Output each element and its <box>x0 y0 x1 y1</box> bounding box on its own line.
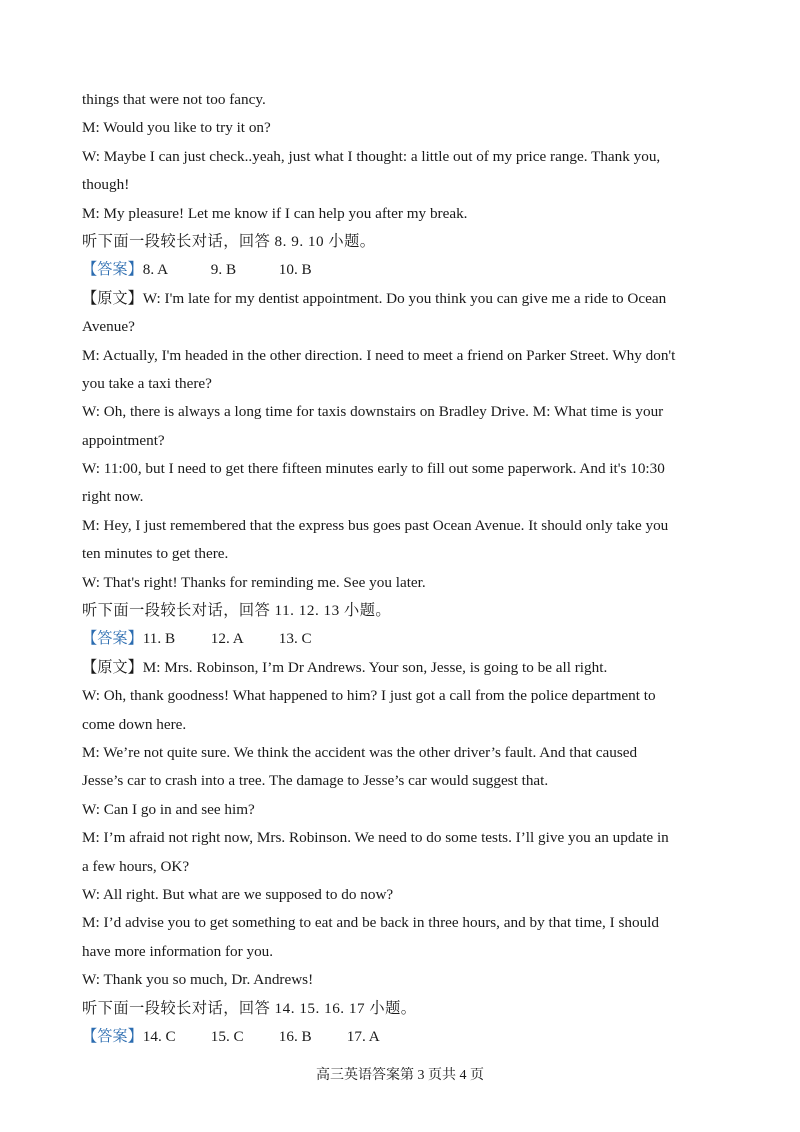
text-line: ten minutes to get there. <box>82 545 229 563</box>
answer-item: 15. C <box>210 1027 244 1045</box>
text-line: M: I’m afraid not right now, Mrs. Robinson. We need to do some tests. I’ll give you an update in <box>82 829 669 847</box>
text-line: Avenue? <box>82 318 135 336</box>
transcript-text: M: Mrs. Robinson, I’m Dr Andrews. Your son, Jesse, is going to be all right. <box>142 658 608 676</box>
text-line: W: That's right! Thanks for reminding me. See you later. <box>82 573 426 591</box>
answer-item: 9. B <box>210 261 237 279</box>
answer-item: 13. C <box>278 630 312 648</box>
section-instruction: 听下面一段较长对话，回答 14. 15. 16. 17 小题。 <box>82 999 417 1017</box>
document-page <box>82 86 718 1051</box>
answer-item: 12. A <box>210 630 244 648</box>
text-line: M: I’d advise you to get something to eat and be back in three hours, and by that time, I should <box>82 914 659 932</box>
transcript-line <box>82 654 718 682</box>
text-line: W: Thank you so much, Dr. Andrews! <box>82 971 314 989</box>
transcript-text: W: I'm late for my dentist appointment. Do you think you can give me a ride to Ocean <box>142 289 667 307</box>
answer-tag: 【答案】 <box>82 1027 143 1045</box>
answer-tag: 【答案】 <box>82 630 143 648</box>
answer-item: 10. B <box>278 261 312 279</box>
text-line: Jesse’s car to crash into a tree. The damage to Jesse’s car would suggest that. <box>82 772 549 790</box>
text-line: M: Hey, I just remembered that the express bus goes past Ocean Avenue. It should only take you <box>82 516 669 534</box>
text-line: M: Would you like to try it on? <box>82 119 271 137</box>
answer-item: 11. B <box>142 630 176 648</box>
answer-item: 8. A <box>142 261 169 279</box>
answer-line <box>82 256 718 284</box>
text-line: W: Oh, thank goodness! What happened to him? I just got a call from the police department to <box>82 687 656 705</box>
answer-item: 16. B <box>278 1027 312 1045</box>
text-line: come down here. <box>82 715 187 733</box>
answer-tag: 【答案】 <box>82 261 143 279</box>
transcript-line <box>82 285 718 313</box>
text-line: M: My pleasure! Let me know if I can help you after my break. <box>82 204 468 222</box>
text-line: appointment? <box>82 431 165 449</box>
transcript-tag: 【原文】 <box>82 658 143 676</box>
answer-item: 17. A <box>346 1027 380 1045</box>
section-instruction: 听下面一段较长对话，回答 11. 12. 13 小题。 <box>82 602 392 620</box>
answer-line <box>82 1023 718 1051</box>
text-line: M: We’re not quite sure. We think the accident was the other driver’s fault. And that caused <box>82 743 638 761</box>
answer-item: 14. C <box>142 1027 176 1045</box>
section-instruction: 听下面一段较长对话，回答 8. 9. 10 小题。 <box>82 232 376 250</box>
text-line: though! <box>82 176 130 194</box>
text-line: a few hours, OK? <box>82 857 190 875</box>
transcript-tag: 【原文】 <box>82 289 143 307</box>
text-line: have more information for you. <box>82 942 274 960</box>
text-line: W: Can I go in and see him? <box>82 800 255 818</box>
text-line: W: 11:00, but I need to get there fifteen minutes early to fill out some paperwork. And it's 10:30 <box>82 460 665 478</box>
text-line: right now. <box>82 488 144 506</box>
text-line: M: Actually, I'm headed in the other direction. I need to meet a friend on Parker Street. Why don't <box>82 346 676 364</box>
answer-line <box>82 625 718 653</box>
page-footer: 高三英语答案第 3 页共 4 页 <box>316 1068 484 1083</box>
text-line: you take a taxi there? <box>82 374 212 392</box>
text-line: things that were not too fancy. <box>82 91 266 108</box>
text-line: W: All right. But what are we supposed to do now? <box>82 885 394 903</box>
text-line: W: Maybe I can just check..yeah, just what I thought: a little out of my price range. Thank you, <box>82 147 661 165</box>
text-line: W: Oh, there is always a long time for taxis downstairs on Bradley Drive. M: What time is your <box>82 403 664 421</box>
